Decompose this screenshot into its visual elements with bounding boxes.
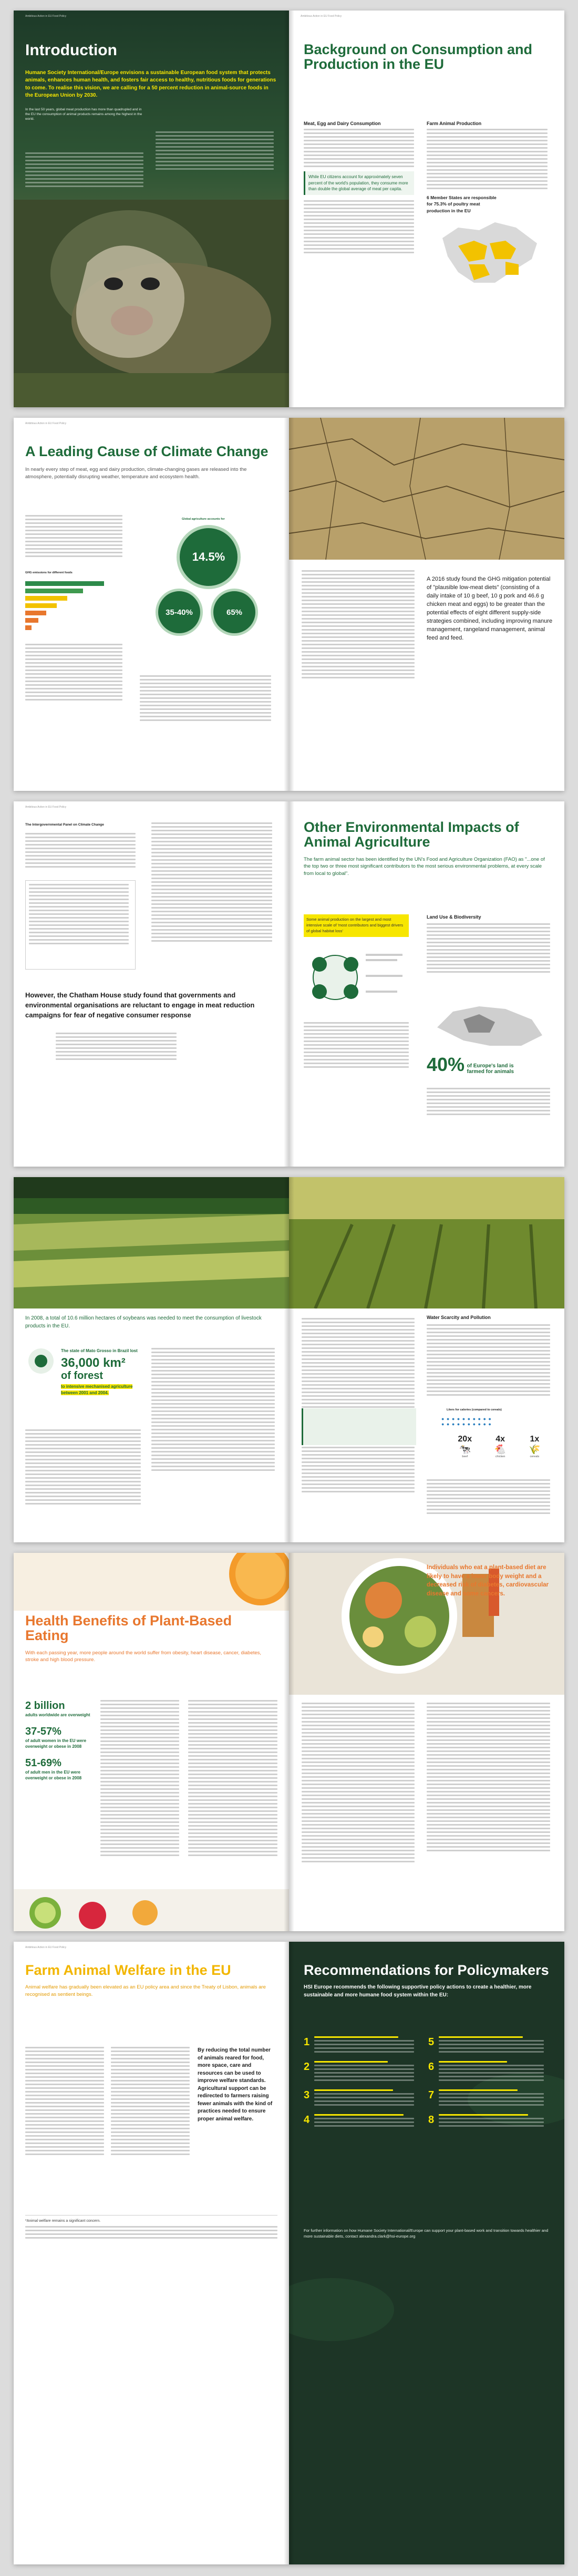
page-background [289,11,564,407]
climate-body-text-3 [140,675,271,723]
env-left-text [25,833,136,870]
stat-men-caption: of adult men in the EU were overweight or obese in 2008 [25,1769,82,1781]
rec-item: 7 [428,2089,549,2108]
spread-climate [14,418,564,791]
consumption-quote: While EU citizens account for approximately seven percent of the world's population, they consume more than double the global average of meat per capita. [304,171,414,195]
page-welfare [14,1942,289,2564]
water-beef: 20x 🐄 beef [458,1435,472,1458]
cow-icon: 🐄 [459,1444,471,1455]
forest-stat-unit: of forest [61,1369,103,1382]
dark-leaf-photo [289,1942,564,2564]
welfare-lead: Animal welfare has gradually been elevated as an EU policy area and since the Treaty of Lisbon, animals are recognised as sentient beings. [25,1984,266,1998]
page-title: Health Benefits of Plant-Based Eating [25,1613,232,1644]
page-climate-photo [289,418,564,791]
orange-slice-photo [14,1553,289,1611]
recs-footer: For further information on how Humane Society International/Europe can support your plant-based work and transition towards healthier and more sustainable diets, contact alexandra.clark@hsi-europe.org [304,2228,549,2239]
spread-forest [14,1177,564,1542]
page-runner: Ambitious Action in EU Food Policy [25,1946,67,1949]
water-droplets: ● ● ● ● ● ● ● ● ● ● ● ● ● ● ● ● ● ● ● ● [441,1416,492,1427]
consumption-text-2 [304,200,414,253]
forest-stat: 36,000 km² [61,1355,126,1370]
climate-side-quote: A 2016 study found the GHG mitigation potential of "plausible low-meat diets" (consisting of a daily intake of 10 g beef, 10 g pork and 46.6 g chicken meat and eggs) to be greater than the potential effects of eight different supply-side strategies combined, including improving manure management, rangeland management, animal feed and feed. [427,576,553,641]
health-right-text-1 [302,1703,415,1864]
members-heading: 6 Member States are responsible for 75.3% of poultry meat production in the EU [427,195,497,213]
welfare-text-left [25,2047,104,2157]
spread-environment [14,801,564,1167]
forest-text-left [25,1429,141,1507]
rec-item: 3 [304,2089,419,2108]
page-water [289,1177,564,1542]
environment-text-right [427,1088,550,1117]
welfare-pull-quote: By reducing the total number of animals reared for food, more space, care and resources can be used to improve welfare standards. Agricultural support can be redirected to farmers raising fewer animals with the kind of practices needed to ensure proper animal welfare. [198,2047,273,2122]
ghg-bar-chart [25,578,125,636]
page-runner: Ambitious Action in EU Food Policy [25,15,67,18]
climate-right-text [302,570,415,681]
intro-lead: Humane Society International/Europe envisions a sustainable European food system that protects animals, enhances human health, and fosters fair access to healthy, nutritious foods for generations to come. To realise this vision, we are calling for a 50 percent reduction in animal-source foods in the European Union by 2030. [25,69,276,98]
chicken-icon: 🐔 [494,1444,507,1455]
water-text-right [427,1324,550,1398]
europe-map [427,996,550,1048]
stat-overweight: 2 billion [25,1700,65,1712]
intro-body: In the last 50 years, global meat production has more than quadrupled and in the EU the consumption of animal products remains among the highest in the world. [25,107,142,121]
water-cereals: 1x 🌾 cereals [529,1435,541,1458]
welfare-text-mid [111,2047,190,2157]
land-stat: 40% [427,1054,465,1075]
cornfield-photo [289,1177,564,1308]
rec-item: 4 [304,2114,419,2129]
page-title: Farm Animal Welfare in the EU [25,1962,231,1978]
green-highlight-quote [302,1408,416,1445]
page-env-left [14,801,289,1167]
climate-body-text [25,515,122,559]
climate-lead: In nearly every step of meat, egg and dairy production, climate-changing gases are released into the atmosphere, potentially disrupting weather, temperature and ecosystem health. [25,467,247,480]
mato-grosso-lead: The state of Mato Grosso in Brazil lost [61,1348,138,1353]
spread-introduction [14,11,564,407]
env-left-text-3 [56,1033,177,1062]
health-side-callout: Individuals who eat a plant-based diet are likely to have a lower body weight and a decreased risk of diabetes, cardiovascular disease and some cancers. [427,1564,549,1598]
page-runner: Ambitious Action in EU Food Policy [301,15,342,18]
section-heading-farm-animal: Farm Animal Production [427,121,482,126]
donut-title: Global agriculture accounts for [182,518,225,521]
health-text-right [188,1700,277,1858]
rec-item: 1 [304,2036,419,2055]
water-heading: Water Scarcity and Pollution [427,1315,491,1320]
health-lead: With each passing year, more people around the world suffer from obesity, heart disease, cancer, diabetes, stroke and high blood pressure. [25,1650,262,1663]
health-text-mid [100,1700,179,1858]
page-title: Other Environmental Impacts of Animal Agriculture [304,819,519,850]
rec-item: 8 [428,2114,549,2129]
page-title: Introduction [25,42,117,59]
section-heading-consumption: Meat, Egg and Dairy Consumption [304,121,381,126]
land-stat-caption: of Europe's land is farmed for animals [467,1063,514,1075]
soy-intro: In 2008, a total of 10.6 million hectares of soybeans was needed to meet the consumption of livestock products in the EU. [25,1315,262,1329]
water-note: Liters for calories (compared to cereals) [447,1408,502,1411]
page-environment [289,801,564,1167]
water-text-left [302,1318,415,1495]
chart-title: GHG emissions for different foods [25,571,73,574]
farm-text [427,129,548,189]
env-left-text-2 [151,822,272,944]
fruit-photo [14,1889,289,1931]
spread-welfare [14,1942,564,2564]
page-forest [14,1177,289,1542]
page-title: Background on Consumption and Production in the EU [304,42,532,73]
environment-infographic [304,943,409,1012]
checklist-box [25,880,136,970]
page-health-food [289,1553,564,1931]
deforestation-photo [14,1177,289,1308]
intro-body-text-left [25,152,143,189]
page-introduction [14,11,289,407]
page-title: Recommendations for Policymakers [304,1962,549,1978]
spread-health [14,1553,564,1931]
chatham-quote: However, the Chatham House study found that governments and environmental organisations are reluctant to engage in meat reduction campaigns for fear of negative consumer response [25,991,255,1019]
land-use-heading: Land Use & Biodiversity [427,914,481,920]
stat-circle-a: 35-40% [156,589,203,636]
forest-text-right [151,1348,275,1473]
page-runner: Ambitious Action in EU Food Policy [25,422,67,425]
page-health [14,1553,289,1931]
stat-circle-b: 65% [211,589,258,636]
dry-field-photo [289,418,564,560]
study-heading: The Intergovernmental Panel on Climate Change [25,823,104,827]
page-runner: Ambitious Action in EU Food Policy [25,806,67,809]
eu-map [427,217,548,291]
consumption-text [304,129,414,167]
wheat-icon: 🌾 [529,1444,541,1455]
health-right-text-2 [427,1703,550,1853]
welfare-footnote-box: *Animal welfare remains a significant concern. [25,2215,277,2241]
stat-circle-main: 14.5% [177,525,241,589]
rec-item: 2 [304,2061,419,2083]
rec-item: 5 [428,2036,549,2055]
rec-item: 6 [428,2061,549,2083]
forest-stat-caption: to intensive mechanised agriculture between 2001 and 2004. [61,1384,133,1395]
environment-text-left [304,1022,409,1070]
land-use-text [427,923,550,975]
recs-lead: HSI Europe recommends the following supportive policy actions to create a healthier, more sustainable and more humane food system within the EU: [304,1984,532,1998]
climate-body-text-2 [25,644,122,703]
stat-women: 37-57% [25,1725,61,1737]
page-title: A Leading Cause of Climate Change [25,444,269,459]
stat-overweight-caption: adults worldwide are overweight [25,1713,90,1717]
intro-body-text-right [156,131,274,172]
environment-lead: The farm animal sector has been identified by the UN's Food and Agriculture Organization (FAO) as "...one of the top two or three most significant contributors to the most serious environmental problems, at every scale from local to global". [304,856,545,877]
page-climate [14,418,289,791]
stat-women-caption: of adult women in the EU were overweight or obese in 2008 [25,1738,87,1749]
water-text-right-2 [427,1479,550,1516]
stat-men: 51-69% [25,1757,61,1769]
forest-dots [25,1345,57,1377]
water-chicken: 4x 🐔 chicken [494,1435,507,1458]
page-recommendations [289,1942,564,2564]
habitat-callout: Some animal production on the largest and most intensive scale of 'most contributors and biggest drivers of global habitat loss' [304,914,409,937]
cow-photo [14,200,289,407]
